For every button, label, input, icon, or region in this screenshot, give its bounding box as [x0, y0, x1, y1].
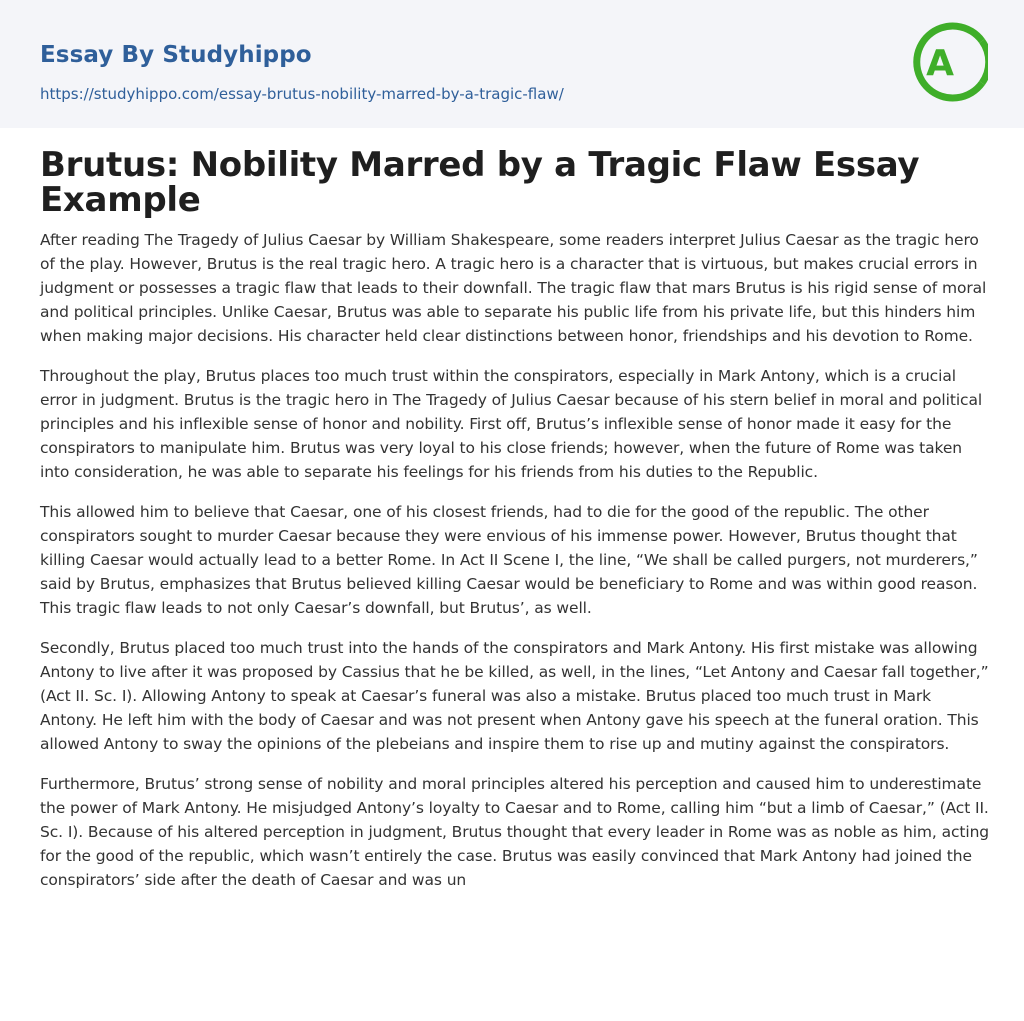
logo-letter: A: [926, 43, 954, 84]
essay-paragraph: After reading The Tragedy of Julius Caesar by William Shakespeare, some readers interpret Julius Caesar as the tragic hero of the play. However, Brutus is the real tragic hero. A tragic hero is a character that is virtuous, but makes crucial errors in judgment or possesses a tragic flaw that leads to their downfall. The tragic flaw that mars Brutus is his rigid sense of moral and political principles. Unlike Caesar, Brutus was able to separate his public life from his private life, but this hinders him when making major decisions. His character held clear distinctions between honor, friendships and his devotion to Rome.: [40, 231, 987, 345]
essay-paragraph: Furthermore, Brutus’ strong sense of nobility and moral principles altered his perception and caused him to underestimate the power of Mark Antony. He misjudged Antony’s loyalty to Caesar and to Rome, calling him “but a limb of Caesar,” (Act II. Sc. I). Because of his altered perception in judgment, Brutus thought that every leader in Rome was as noble as him, acting for the good of the republic, which wasn’t entirely the case. Brutus was easily convinced that Mark Antony had joined the conspirators’ side after the death of Caesar and was un: [40, 775, 990, 889]
essay-content: [40, 145, 990, 892]
essay-paragraph: Throughout the play, Brutus places too much trust within the conspirators, especially in Mark Antony, which is a crucial error in judgment. Brutus is the tragic hero in The Tragedy of Julius Caesar because of his stern belief in moral and political principles and his inflexible sense of honor and nobility. First off, Brutus’s inflexible sense of honor made it easy for the conspirators to manipulate him. Brutus was very loyal to his close friends; however, when the future of Rome was taken into consideration, he was able to separate his feelings for his friends from his duties to the Republic.: [40, 367, 983, 481]
essay-title: Brutus: Nobility Marred by a Tragic Flaw Essay Example: [40, 145, 920, 220]
essay-paragraph: Secondly, Brutus placed too much trust into the hands of the conspirators and Mark Antony. His first mistake was allowing Antony to live after it was proposed by Cassius that he be killed, as well, in the lines, “Let Antony and Caesar fall together,” (Act II. Sc. I). Allowing Antony to speak at Caesar’s funeral was also a mistake. Brutus placed too much trust in Mark Antony. He left him with the body of Caesar and was not present when Antony gave his speech at the funeral oration. This allowed Antony to sway the opinions of the plebeians and inspire them to rise up and mutiny against the conspirators.: [40, 639, 989, 753]
site-header: [0, 0, 1024, 128]
essay-paragraph: This allowed him to believe that Caesar, one of his closest friends, had to die for the good of the republic. The other conspirators sought to murder Caesar because they were envious of his immense power. However, Brutus thought that killing Caesar would actually lead to a better Rome. In Act II Scene I, the line, “We shall be called purgers, not murderers,” said by Brutus, emphasizes that Brutus believed killing Caesar would be beneficiary to Rome and was within good reason. This tragic flaw leads to not only Caesar’s downfall, but Brutus’, as well.: [40, 503, 978, 617]
site-brand[interactable]: Essay By Studyhippo: [40, 42, 312, 68]
essay-url-link[interactable]: https://studyhippo.com/essay-brutus-nobility-marred-by-a-tragic-flaw/: [40, 85, 564, 103]
studyhippo-logo-icon[interactable]: [912, 18, 988, 106]
